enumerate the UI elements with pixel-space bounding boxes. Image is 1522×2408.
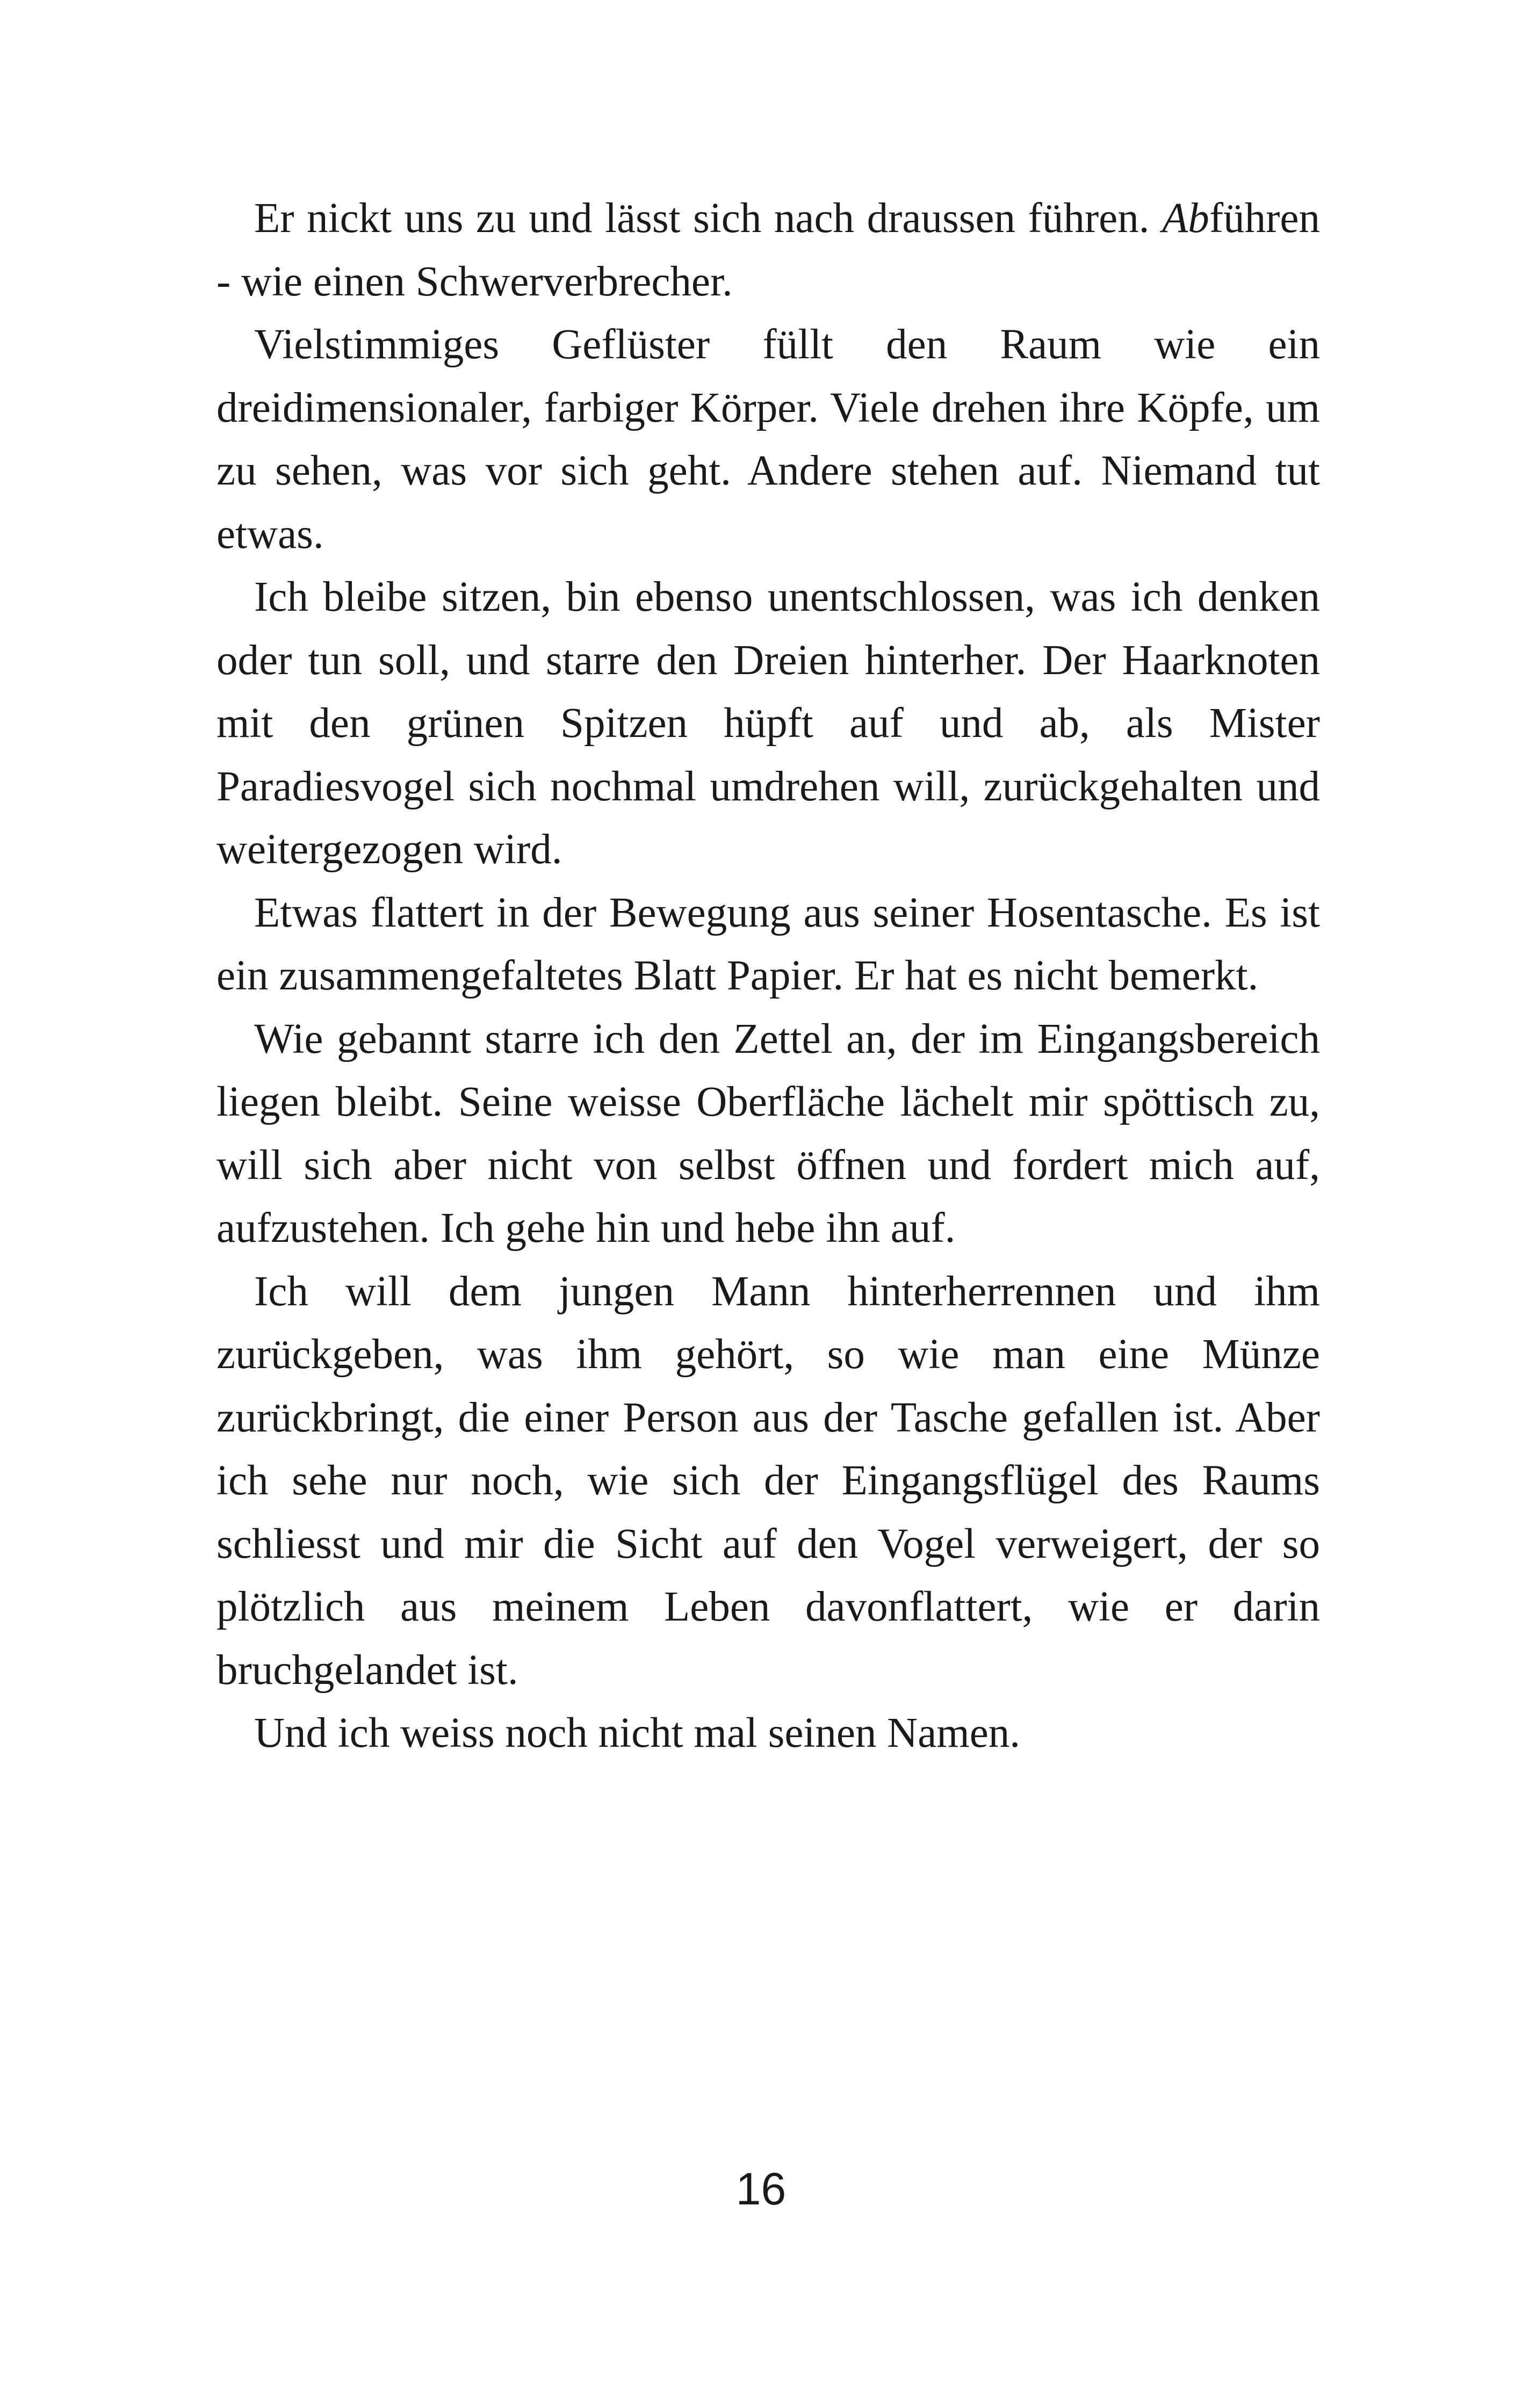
paragraph-5: Wie gebannt starre ich den Zettel an, der im Eingangsbereich liegen bleibt. Seine weisse Oberfläche lächelt mir spöttisch zu, will sich aber nicht von selbst öffnen und fordert mich auf, aufzustehen. Ich gehe hin und hebe ihn auf.: [217, 1015, 1320, 1252]
page-number: 16: [735, 2164, 787, 2214]
paragraph-4: Etwas flattert in der Bewegung aus seiner Hosentasche. Es ist ein zusammengefaltetes Blatt Papier. Er hat es nicht bemerkt.: [217, 889, 1320, 999]
paragraph-1: [217, 187, 1320, 313]
paragraph-3: Ich bleibe sitzen, bin ebenso unentschlossen, was ich denken oder tun soll, und starre den Dreien hinterher. Der Haarknoten mit den grünen Spitzen hüpft auf und ab, als Mister Paradiesvogel sich nochmal umdrehen will, zurückgehalten und weitergezogen wird.: [217, 574, 1320, 873]
paragraph-1-lead: Er nickt uns zu und lässt sich nach draussen führen.: [254, 195, 1163, 242]
paragraph-7: Und ich weiss noch nicht mal seinen Namen.: [254, 1710, 1021, 1756]
paragraph-1-rest: führen - wie einen Schwerverbrecher.: [217, 195, 1320, 305]
paragraph-2: Vielstimmiges Geflüster füllt den Raum wie ein dreidimensionaler, farbiger Körper. Viele drehen ihre Köpfe, um zu sehen, was vor sich geht. Andere stehen auf. Niemand tut etwas.: [217, 321, 1320, 558]
emphasis-ab: Ab: [1162, 195, 1209, 242]
paragraph-6: Ich will dem jungen Mann hinterherrennen und ihm zurückgeben, was ihm gehört, so wie man eine Münze zurückbringt, die einer Person aus der Tasche gefallen ist. Aber ich sehe nur noch, wie sich der Eingangsflügel des Raums schliesst und mir die Sicht auf den Vogel verweigert, der so plötzlich aus meinem Leben davonflattert, wie er darin bruchgelandet ist.: [217, 1268, 1320, 1694]
body-text: [217, 187, 1320, 1765]
